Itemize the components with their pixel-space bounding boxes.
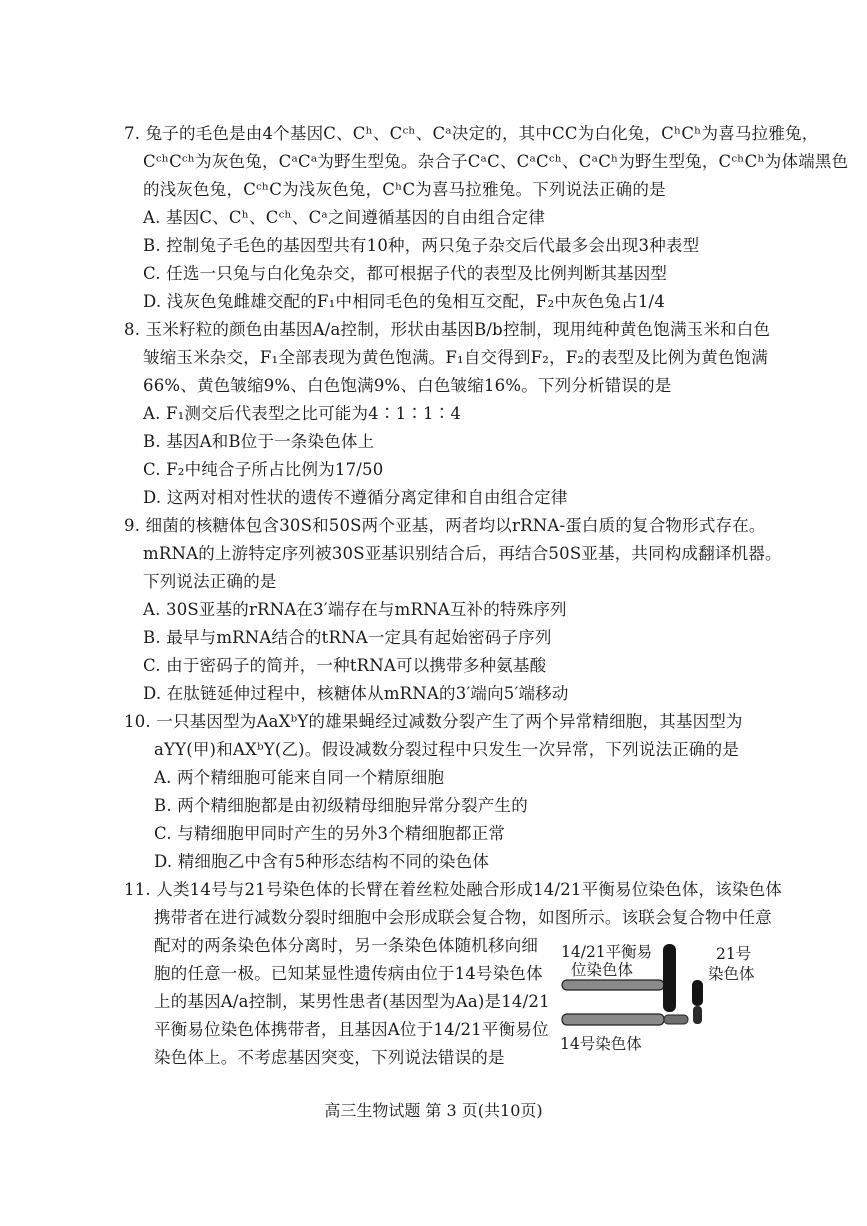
q11-line-3: 配对的两条染色体分离时，另一条染色体随机移向细 xyxy=(154,936,539,955)
q7-line-2: CᶜʰCᶜʰ为灰色兔，CᵃCᵃ为野生型兔。杂合子CᵃC、CᵃCᶜʰ、CᵃCʰ为野生型兔，CᶜʰCʰ为体端黑色 xyxy=(143,152,849,171)
q8-line-2: 皱缩玉米杂交，F₁全部表现为黄色饱满。F₁自交得到F₂，F₂的表型及比例为黄色饱满 xyxy=(143,348,768,367)
q10-line-2: aYY(甲)和AXᵇY(乙)。假设减数分裂过程中只发生一次异常，下列说法正确的是 xyxy=(154,740,740,759)
q11-line-2: 携带者在进行减数分裂时细胞中会形成联会复合物，如图所示。该联会复合物中任意 xyxy=(154,908,772,927)
q10-option-c: C. 与精细胞甲同时产生的另外3个精细胞都正常 xyxy=(154,824,506,843)
q10-option-d: D. 精细胞乙中含有5种形态结构不同的染色体 xyxy=(154,852,490,871)
q7-line-3: 的浅灰色兔，CᶜʰC为浅灰色兔，CʰC为喜马拉雅兔。下列说法正确的是 xyxy=(143,180,666,199)
q9-line-1: 9. 细菌的核糖体包含30S和50S两个亚基，两者均以rRNA-蛋白质的复合物形式存在。 xyxy=(124,516,766,535)
q10-line-1: 10. 一只基因型为AaXᵇY的雄果蝇经过减数分裂产生了两个异常精细胞，其基因型为 xyxy=(124,712,743,731)
chromosome-14 xyxy=(562,1014,688,1025)
translocation-chromosome xyxy=(562,944,676,1012)
q7-option-c: C. 任选一只兔与白化兔杂交，都可根据子代的表型及比例判断其基因型 xyxy=(143,264,668,283)
q11-line-4: 胞的任意一极。已知某显性遗传病由位于14号染色体 xyxy=(154,964,543,983)
q11-line-1: 11. 人类14号与21号染色体的长臂在着丝粒处融合形成14/21平衡易位染色体，该染色体 xyxy=(124,880,783,899)
q9-line-3: 下列说法正确的是 xyxy=(143,572,277,591)
q8-option-d: D. 这两对相对性状的遗传不遵循分离定律和自由组合定律 xyxy=(143,488,568,507)
page-footer: 高三生物试题 第 3 页(共10页) xyxy=(324,1101,543,1120)
chromosome-21 xyxy=(692,980,703,1024)
q7-option-d: D. 浅灰色兔雌雄交配的F₁中相同毛色的兔相互交配，F₂中灰色兔占1/4 xyxy=(143,292,666,311)
q10-option-a: A. 两个精细胞可能来自同一个精原细胞 xyxy=(154,768,445,787)
q8-line-3: 66%、黄色皱缩9%、白色饱满9%、白色皱缩16%。下列分析错误的是 xyxy=(143,376,672,395)
q8-option-a: A. F₁测交后代表型之比可能为4∶1∶1∶4 xyxy=(143,404,462,423)
q11-line-5: 上的基因A/a控制，某男性患者(基因型为Aa)是14/21 xyxy=(154,992,550,1011)
q8-line-1: 8. 玉米籽粒的颜色由基因A/a控制，形状由基因B/b控制，现用纯种黄色饱满玉米和白色 xyxy=(124,320,771,339)
q9-option-c: C. 由于密码子的简并，一种tRNA可以携带多种氨基酸 xyxy=(143,656,547,675)
chr21-label-line-1: 21号 xyxy=(716,945,752,963)
q7-option-b: B. 控制兔子毛色的基因型共有10种，两只兔子杂交后代最多会出现3种表型 xyxy=(143,236,700,255)
q9-option-d: D. 在肽链延伸过程中，核糖体从mRNA的3′端向5′端移动 xyxy=(143,684,569,703)
chr14-label: 14号染色体 xyxy=(560,1035,642,1053)
q7-option-a: A. 基因C、Cʰ、Cᶜʰ、Cᵃ之间遵循基因的自由组合定律 xyxy=(143,208,546,227)
q8-option-c: C. F₂中纯合子所占比例为17/50 xyxy=(143,460,384,479)
q9-option-a: A. 30S亚基的rRNA在3′端存在与mRNA互补的特殊序列 xyxy=(143,600,567,619)
translocation-label-line-2: 位染色体 xyxy=(571,961,634,979)
q9-line-2: mRNA的上游特定序列被30S亚基识别结合后，再结合50S亚基，共同构成翻译机器。 xyxy=(143,544,782,563)
q7-line-1: 7. 兔子的毛色是由4个基因C、Cʰ、Cᶜʰ、Cᵃ决定的，其中CC为白化兔，CʰCʰ为喜马拉雅兔， xyxy=(124,124,819,143)
chr21-label-line-2: 染色体 xyxy=(708,965,755,983)
q11-line-7: 染色体上。不考虑基因突变，下列说法错误的是 xyxy=(154,1048,505,1067)
q9-option-b: B. 最早与mRNA结合的tRNA一定具有起始密码子序列 xyxy=(143,628,552,647)
translocation-label-line-1: 14/21平衡易 xyxy=(561,943,653,961)
q8-option-b: B. 基因A和B位于一条染色体上 xyxy=(143,432,375,451)
q10-option-b: B. 两个精细胞都是由初级精母细胞异常分裂产生的 xyxy=(154,796,528,815)
q11-line-6: 平衡易位染色体携带者，且基因A位于14/21平衡易位 xyxy=(154,1020,549,1039)
